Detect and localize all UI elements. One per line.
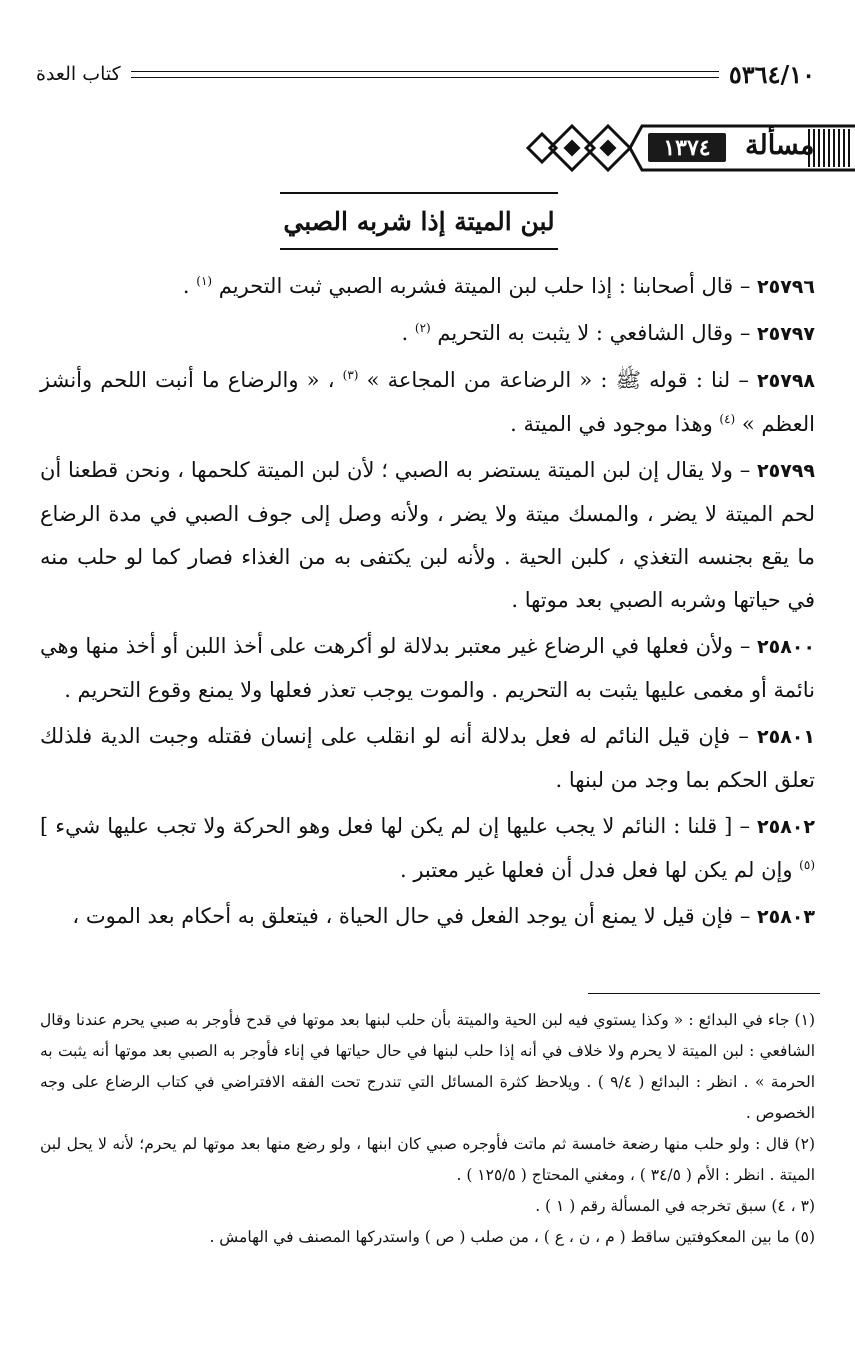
masala-label: مسألة [745, 130, 815, 161]
paragraph-number: ٢٥٧٩٧ [757, 323, 815, 345]
footnote-ref: (١) [196, 274, 213, 288]
paragraph [40, 265, 815, 309]
paragraph-number: ٢٥٧٩٨ [757, 370, 816, 392]
footnote: (٥) ما بين المعكوفتين ساقط ( م ، ن ، ع ) ، من صلب ( ص ) واستدركها المصنف في الهامش . [209, 1228, 815, 1246]
paragraph-text: – وقال الشافعي : لا يثبت به التحريم [430, 321, 758, 345]
paragraph [40, 715, 815, 802]
paragraph-tail: . [182, 274, 197, 298]
footnote: (٢) قال : ولو حلب منها رضعة خامسة ثم ماتت فأوجره صبي كان ابنها ، ولو رضع منها بعد موتها لم يحرم؛ لأنه لا يحل لبن الميتة . انظر : الأم ( ٣٤/٥ ) ، ومغني المحتاج ( ١٢٥/٥ ) . [40, 1135, 815, 1184]
footnote-ref: (٢) [414, 321, 431, 335]
paragraph-text: – قال أصحابنا : إذا حلب لبن الميتة فشربه الصبي ثبت التحريم [212, 274, 758, 298]
masala-banner [520, 120, 855, 176]
paragraph-text: – [ قلنا : النائم لا يجب عليها إن لم يكن لها فعل وهو الحركة ولا تجب عليها شيء ] [40, 814, 758, 838]
book-title: كتاب العدة [36, 63, 121, 85]
footnote-divider [588, 993, 820, 994]
running-header [36, 56, 815, 92]
paragraph-tail: . [401, 321, 415, 345]
paragraph [40, 449, 815, 622]
paragraph-tail: وإن لم يكن لها فعل فدل أن فعلها غير معتبر . [399, 858, 800, 882]
paragraph-text: – ولأن فعلها في الرضاع غير معتبر بدلالة لو أكرهت على أخذ اللبن أو أخذ منها وهي نائمة أو مغمى عليها يثبت به التحريم . والموت يوجب تعذر فعلها ولا يمنع وقوع التحريم . [40, 634, 815, 702]
paragraph [40, 625, 815, 712]
paragraph-number: ٢٥٨٠٣ [757, 906, 815, 928]
header-rule [131, 71, 719, 78]
masala-number-badge: ١٣٧٤ [648, 133, 726, 162]
page-reference: ٥٣٦٤/١٠ [728, 59, 815, 89]
paragraph-tail: وهذا موجود في الميتة . [510, 412, 720, 436]
footnote-ref: (٥) [799, 858, 815, 872]
paragraph-tail: ، « والرضاع ما أنبت اللحم وأنشز العظم » [40, 368, 815, 436]
footnote-ref: (٤) [719, 412, 736, 426]
paragraph-number: ٢٥٧٩٦ [757, 276, 815, 298]
paragraph [40, 312, 815, 356]
paragraph-number: ٢٥٨٠٠ [757, 636, 815, 658]
paragraph [40, 805, 815, 892]
footnote: (٣ ، ٤) سبق تخرجه في المسألة رقم ( ١ ) . [535, 1197, 815, 1215]
paragraph-number: ٢٥٧٩٩ [757, 460, 815, 482]
footnote-ref: (٣) [342, 368, 359, 382]
paragraph [40, 895, 815, 939]
paragraph-text: – فإن قيل لا يمنع أن يوجد الفعل في حال الحياة ، فيتعلق به أحكام بعد الموت ، [72, 904, 758, 928]
paragraph-text: – فإن قيل النائم له فعل بدلالة أنه لو انقلب على إنسان فقتله وجبت الدية فلذلك تعلق الحكم بما وجد من لبنها . [40, 724, 815, 792]
footnote: (١) جاء في البدائع : « وكذا يستوي فيه لبن الحية والميتة بأن حلب لبنها بعد موتها في قدح فأوجر به صبي يحرم عندنا وقال الشافعي : لبن الميتة لا يحرم ولا خلاف في أنه إذا حلب لبنها في حال حياتها في إناء فأوجر به الصبي بعد موتها أنه يثبت به الحرمة » . انظر : البدائع ( ٩/٤ ) . ويلاحظ كثرة المسائل التي تندرج تحت الفقه الافتراضي في كتاب الرضاع على وجه الخصوص . [40, 1011, 816, 1122]
footnotes [40, 1005, 815, 1253]
paragraph-text: – لنا : قوله ﷺ : « الرضاعة من المجاعة » [358, 368, 758, 392]
paragraph-text: – ولا يقال إن لبن الميتة يستضر به الصبي ؛ لأن لبن الميتة كلحمها ، ونحن قطعنا أن لحم الميتة لا يضر ، والمسك ميتة ولا يضر ، ولأنه وصل إلى جوف الصبي في مدة الرضاع ما يقع بجنسه التغذي ، كلبن الحية . ولأنه لبن يكتفى به من الغذاء فصار كما لو حلب منه في حياتها وشربه الصبي بعد موتها . [40, 458, 815, 612]
paragraph [40, 359, 815, 446]
paragraph-number: ٢٥٨٠٢ [757, 816, 815, 838]
paragraph-number: ٢٥٨٠١ [757, 726, 815, 748]
main-text [40, 265, 815, 942]
section-title: لبن الميتة إذا شربه الصبي [280, 192, 558, 250]
